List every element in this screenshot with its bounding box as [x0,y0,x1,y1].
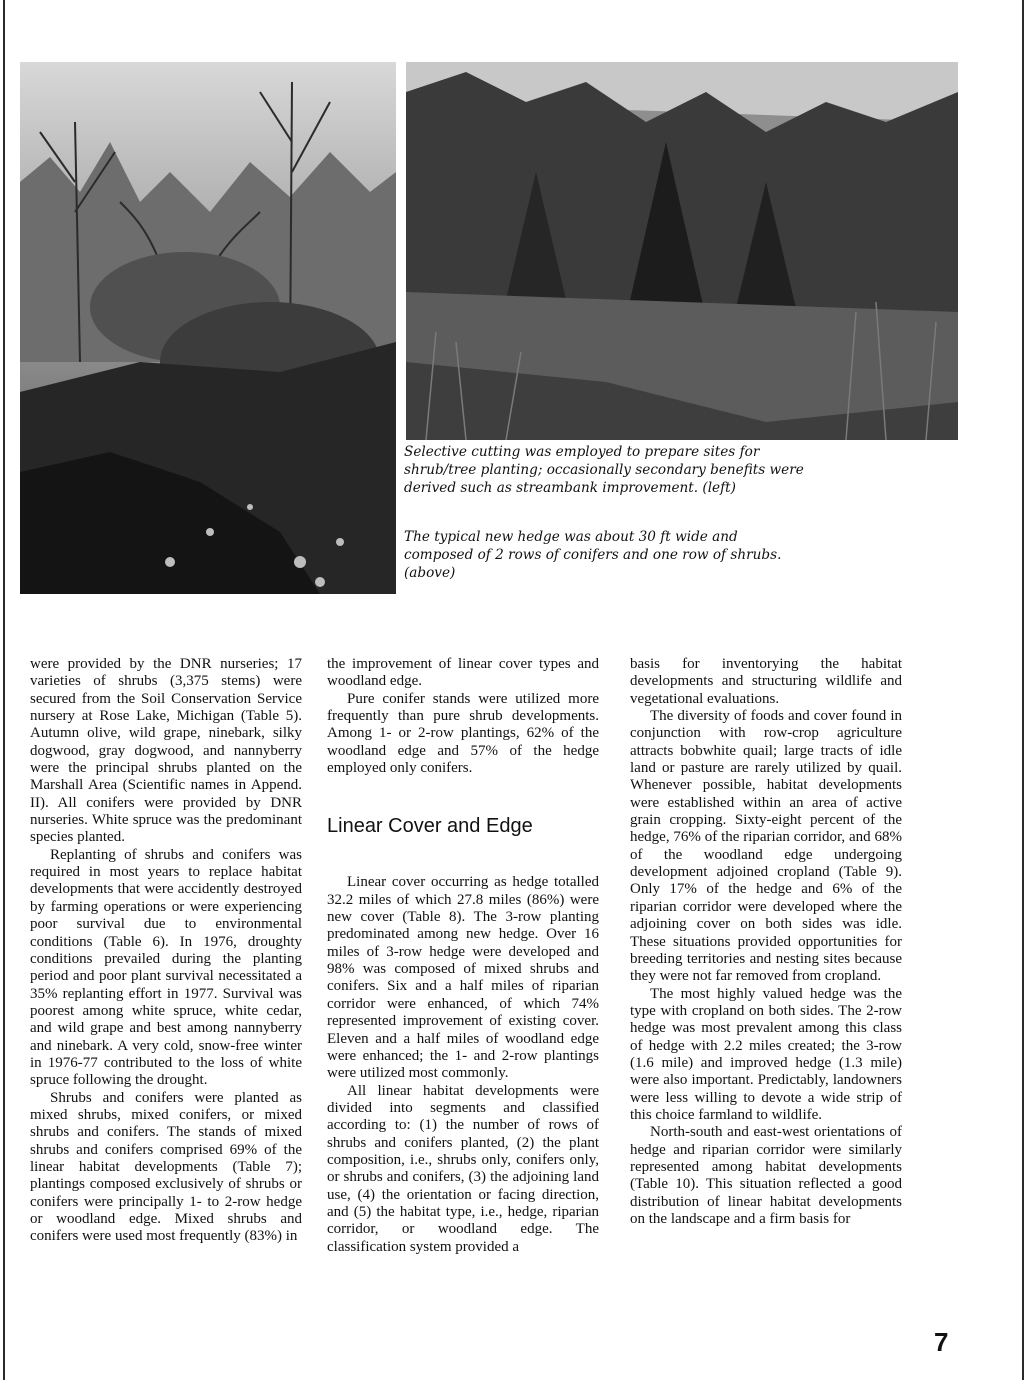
photo-caption-left: Selective cutting was employed to prepare sites for shrub/tree planting; occasionally secondary benefits were derived such as streambank improvement. (left) [404,444,804,496]
paragraph: the improvement of linear cover types and woodland edge. [327,656,599,690]
streambank-cutting-photo [20,62,396,594]
paragraph: Linear cover occurring as hedge totalled 32.2 miles of which 27.8 miles (86%) were new cover (Table 8). The 3-row planting predominated among new hedge. Over 16 miles of 3-row hedge were developed and 98% was composed of mixed shrubs and conifers. Six and a half miles of riparian corridor were enhanced, of which 74% represented improvement of existing cover. Eleven and a half miles of woodland edge were enhanced; the 1- and 2-row plantings were utilized most commonly. [327,874,599,1082]
left-scan-edge [3,0,5,1380]
paragraph: Pure conifer stands were utilized more frequently than pure shrub developments. Among 1- or 2-row plantings, 62% of the woodland edge and 57% of the hedge employed only conifers. [327,690,599,777]
paragraph: Shrubs and conifers were planted as mixed shrubs, mixed conifers, or mixed shrubs and conifers. The stands of mixed shrubs and conifers comprised 69% of the linear habitat developments (Table 7); plantings composed exclusively of shrubs or conifers were principally 1- to 2-row hedge or woodland edge. Mixed shrubs and conifers were used most frequently (83%) in [30,1089,302,1245]
paragraph: basis for inventorying the habitat developments and structuring wildlife and vegetational evaluations. [630,656,902,707]
page-number: 7 [934,1327,949,1357]
text-column-2 [327,656,599,1256]
photo-caption-above: The typical new hedge was about 30 ft wide and composed of 2 rows of conifers and one row of shrubs. (above) [404,529,782,581]
paragraph: The diversity of foods and cover found in conjunction with row-crop agriculture attracts bobwhite quail; large tracts of idle land or pasture are rarely utilized by quail. Whenever possible, habitat developments were established within an area of active grain cropping. Sixty-eight percent of the hedge, 76% of the riparian corridor, and 68% of the woodland edge undergoing development adjoined cropland (Table 9). Only 17% of the hedge and 6% of the riparian corridor were developed where the adjoining cover on both sides was idle. These situations provided opportunities for breeding territories and nesting sites because they were not far removed from cropland. [630,708,902,985]
paragraph: were provided by the DNR nurseries; 17 varieties of shrubs (3,375 stems) were secured from the Soil Conservation Service nursery at Rose Lake, Michigan (Table 5). Autumn olive, wild grape, ninebark, silky dogwood, gray dogwood, and nannyberry were the principal shrubs planted on the Marshall Area (Scientific names in Append. II). All conifers were provided by DNR nurseries. White spruce was the predominant species planted. [30,656,302,846]
section-heading: Linear Cover and Edge [327,815,533,838]
paragraph: All linear habitat developments were divided into segments and classified according to: (1) the number of rows of shrubs and conifers planted, (2) the plant composition, i.e., shrubs only, conifers only, or shrubs and conifers, (3) the adjoining land use, (4) the orientation or facing direction, and (5) the habitat type, i.e., hedge, riparian corridor, or woodland edge. The classification system provided a [327,1082,599,1255]
new-hedge-photo [406,62,958,440]
text-column-3 [630,656,902,1228]
right-scan-edge [1022,0,1024,1380]
text-column-1 [30,656,302,1246]
paragraph: North-south and east-west orientations of hedge and riparian corridor were similarly represented among habitat developments (Table 10). This situation reflected a good distribution of linear habitat developments on the landscape and a firm basis for [630,1124,902,1227]
paragraph: Replanting of shrubs and conifers was required in most years to replace habitat developments that were accidently destroyed by farming operations or were experiencing poor survival due to environmental conditions (Table 6). In 1976, droughty conditions prevailed during the planting period and poor plant survival necessitated a 35% replanting effort in 1977. Survival was poorest among white spruce, white cedar, and wild grape and best among nannyberry and ninebark. A very cold, snow-free winter in 1976-77 contributed to the loss of white spruce following the drought. [30,846,302,1089]
paragraph: The most highly valued hedge was the type with cropland on both sides. The 2-row hedge was most prevalent among this class of hedge with 2.2 miles created; the 3-row (1.6 mile) and improved hedge (1.3 mile) were also important. Predictably, landowners were less willing to devote a wide strip of this choice farmland to wildlife. [630,985,902,1123]
